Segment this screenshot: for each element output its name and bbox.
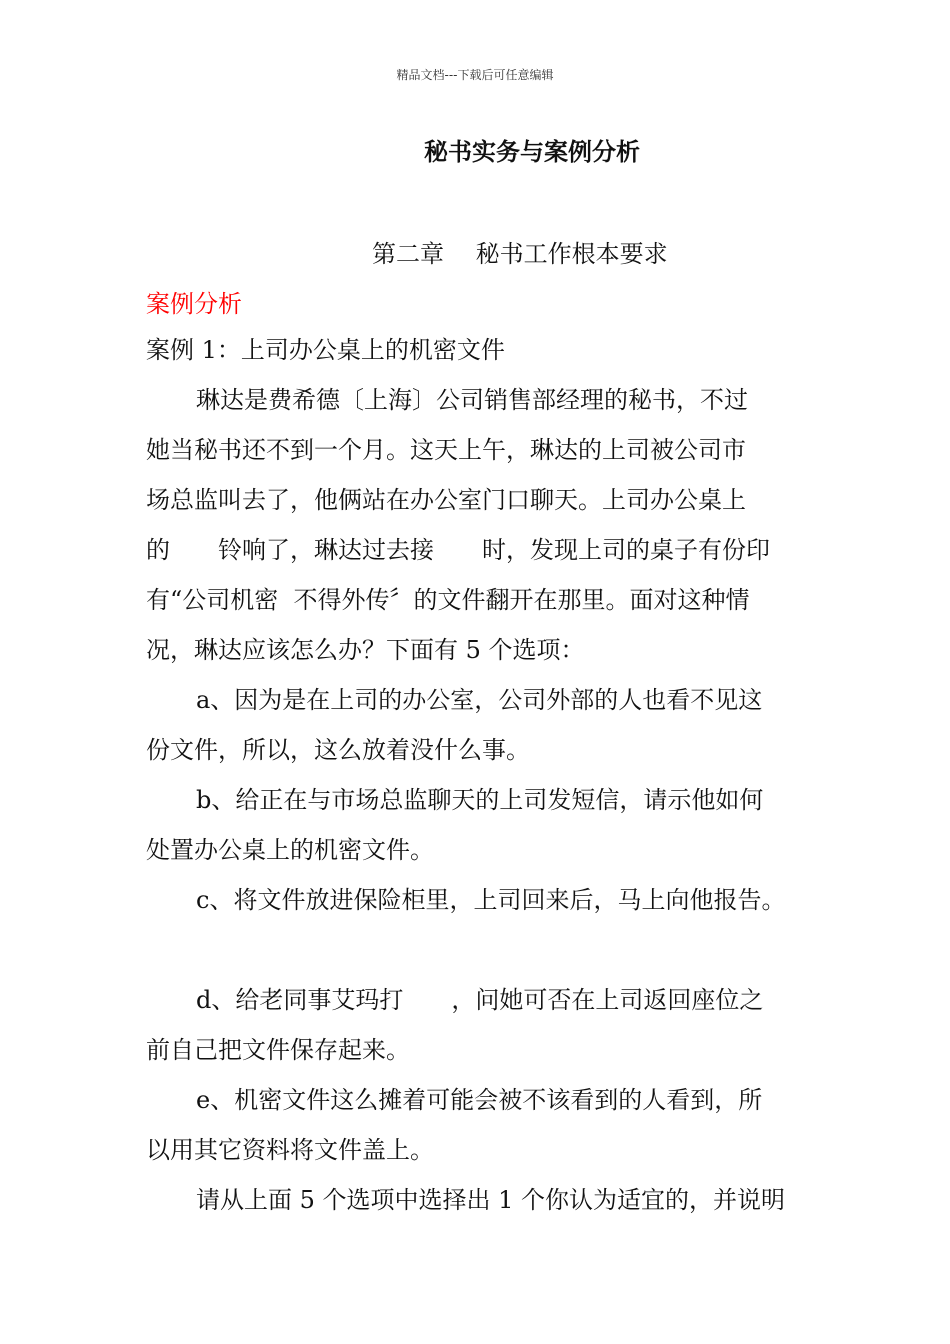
paragraph-line: 有“公司机密 不得外传〞的文件翻开在那里。面对这种情 [146, 586, 750, 614]
option-e-line: 以用其它资料将文件盖上。 [146, 1136, 434, 1164]
option-c-line: c、将文件放进保险柜里，上司回来后，马上向他报告。 [196, 886, 786, 914]
option-d-line: 前自己把文件保存起来。 [146, 1036, 410, 1064]
question-line: 请从上面 5 个选项中选择出 1 个你认为适宜的，并说明 [196, 1186, 786, 1214]
paragraph-line: 况，琳达应该怎么办？下面有 5 个选项： [146, 636, 585, 664]
page-header: 精品文档---下载后可任意编辑 [396, 68, 554, 82]
option-d-line: d、给老同事艾玛打 ，问她可否在上司返回座位之 [196, 986, 764, 1014]
option-a-line: a、因为是在上司的办公室，公司外部的人也看不见这 [196, 686, 763, 714]
paragraph-line: 的 铃响了，琳达过去接 时，发现上司的桌子有份印 [146, 536, 770, 564]
chapter-title: 第二章 秘书工作根本要求 [372, 240, 668, 268]
paragraph-line: 场总监叫去了，他俩站在办公室门口聊天。上司办公桌上 [146, 486, 746, 514]
document-title: 秘书实务与案例分析 [424, 138, 640, 166]
paragraph-line: 她当秘书还不到一个月。这天上午，琳达的上司被公司市 [146, 436, 746, 464]
option-b-line: b、给正在与市场总监聊天的上司发短信，请示他如何 [196, 786, 764, 814]
section-heading: 案例分析 [146, 290, 242, 318]
option-e-line: e、机密文件这么摊着可能会被不该看到的人看到，所 [196, 1086, 763, 1114]
option-b-line: 处置办公桌上的机密文件。 [146, 836, 434, 864]
option-a-line: 份文件，所以，这么放着没什么事。 [146, 736, 530, 764]
paragraph-line: 琳达是费希德〔上海〕公司销售部经理的秘书，不过 [196, 386, 748, 414]
case-title: 案例 1：上司办公桌上的机密文件 [146, 336, 505, 364]
